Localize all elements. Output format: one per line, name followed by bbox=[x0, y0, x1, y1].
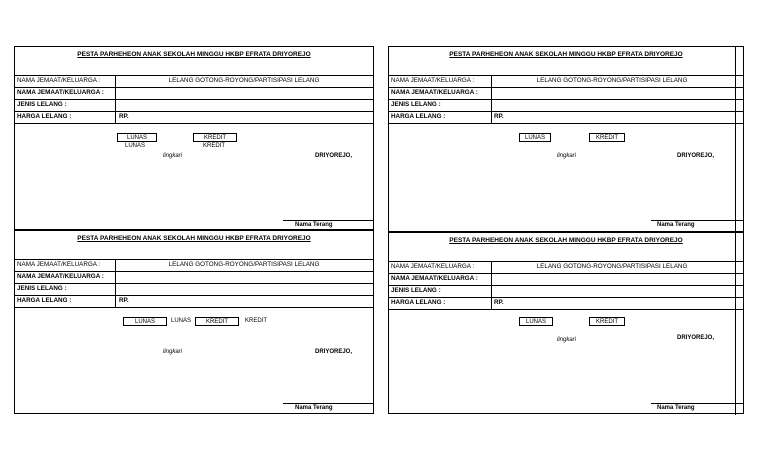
name-label-2: NAMA JEMAAT/KELUARGA : bbox=[17, 89, 104, 96]
item-label: JENIS LELANG : bbox=[391, 101, 441, 108]
lelang-form-2 bbox=[14, 230, 374, 414]
kredit-box[interactable]: KREDIT bbox=[195, 317, 239, 326]
kredit-text: KREDIT bbox=[203, 143, 226, 149]
kredit-box[interactable]: KREDIT bbox=[193, 133, 237, 142]
place-date: DRIYOREJO, bbox=[677, 153, 715, 159]
form-title: PESTA PARHEHEON ANAK SEKOLAH MINGGU HKBP EFRATA DRIYOREJO bbox=[77, 235, 311, 242]
lunas-text: LUNAS bbox=[125, 143, 146, 149]
name-label: NAMA JEMAAT/KELUARGA : bbox=[17, 77, 101, 84]
price-label: HARGA LELANG : bbox=[17, 297, 72, 304]
kredit-text: KREDIT bbox=[245, 318, 268, 324]
signature-label: Nama Terang bbox=[657, 405, 695, 411]
header-value: LELANG GOTONG-ROYONG/PARTISIPASI LELANG bbox=[168, 261, 320, 268]
currency: RP. bbox=[119, 113, 129, 120]
name-label-2: NAMA JEMAAT/KELUARGA : bbox=[391, 89, 478, 96]
italic-note: lingkari bbox=[163, 349, 183, 355]
kredit-box[interactable]: KREDIT bbox=[589, 317, 625, 326]
lelang-form-3 bbox=[388, 46, 744, 232]
lunas-box[interactable]: LUNAS bbox=[117, 133, 157, 142]
place-date: DRIYOREJO, bbox=[315, 349, 353, 355]
currency: RP. bbox=[119, 297, 129, 304]
signature-label: Nama Terang bbox=[657, 222, 695, 228]
lunas-box[interactable]: LUNAS bbox=[519, 133, 551, 142]
kredit-box[interactable]: KREDIT bbox=[589, 133, 625, 142]
item-label: JENIS LELANG : bbox=[17, 285, 67, 292]
item-label: JENIS LELANG : bbox=[17, 101, 67, 108]
form-title: PESTA PARHEHEON ANAK SEKOLAH MINGGU HKBP EFRATA DRIYOREJO bbox=[77, 51, 311, 58]
currency: RP. bbox=[494, 113, 504, 120]
lunas-box[interactable]: LUNAS bbox=[519, 317, 553, 326]
header-value: LELANG GOTONG-ROYONG/PARTISIPASI LELANG bbox=[536, 263, 688, 270]
italic-note: lingkari bbox=[557, 337, 577, 343]
signature-label: Nama Terang bbox=[295, 405, 333, 411]
name-label-2: NAMA JEMAAT/KELUARGA : bbox=[17, 273, 104, 280]
header-value: LELANG GOTONG-ROYONG/PARTISIPASI LELANG bbox=[536, 77, 688, 84]
lunas-text: LUNAS bbox=[171, 318, 192, 324]
name-label: NAMA JEMAAT/KELUARGA : bbox=[391, 263, 475, 270]
name-label: NAMA JEMAAT/KELUARGA : bbox=[17, 261, 101, 268]
form-title: PESTA PARHEHEON ANAK SEKOLAH MINGGU HKBP EFRATA DRIYOREJO bbox=[449, 237, 683, 244]
price-label: HARGA LELANG : bbox=[17, 113, 72, 120]
form-title: PESTA PARHEHEON ANAK SEKOLAH MINGGU HKBP EFRATA DRIYOREJO bbox=[449, 51, 683, 58]
item-label: JENIS LELANG : bbox=[391, 287, 441, 294]
name-label-2: NAMA JEMAAT/KELUARGA : bbox=[391, 275, 478, 282]
price-label: HARGA LELANG : bbox=[391, 299, 446, 306]
italic-note: lingkari bbox=[163, 153, 183, 159]
lunas-box[interactable]: LUNAS bbox=[123, 317, 167, 326]
name-label: NAMA JEMAAT/KELUARGA : bbox=[391, 77, 475, 84]
currency: RP. bbox=[494, 299, 504, 306]
italic-note: lingkari bbox=[557, 153, 577, 159]
lelang-form-1 bbox=[14, 46, 374, 230]
header-value: LELANG GOTONG-ROYONG/PARTISIPASI LELANG bbox=[168, 77, 320, 84]
place-date: DRIYOREJO, bbox=[677, 335, 715, 341]
price-label: HARGA LELANG : bbox=[391, 113, 446, 120]
lelang-form-4 bbox=[388, 232, 744, 414]
place-date: DRIYOREJO, bbox=[315, 153, 353, 159]
signature-label: Nama Terang bbox=[295, 222, 333, 228]
